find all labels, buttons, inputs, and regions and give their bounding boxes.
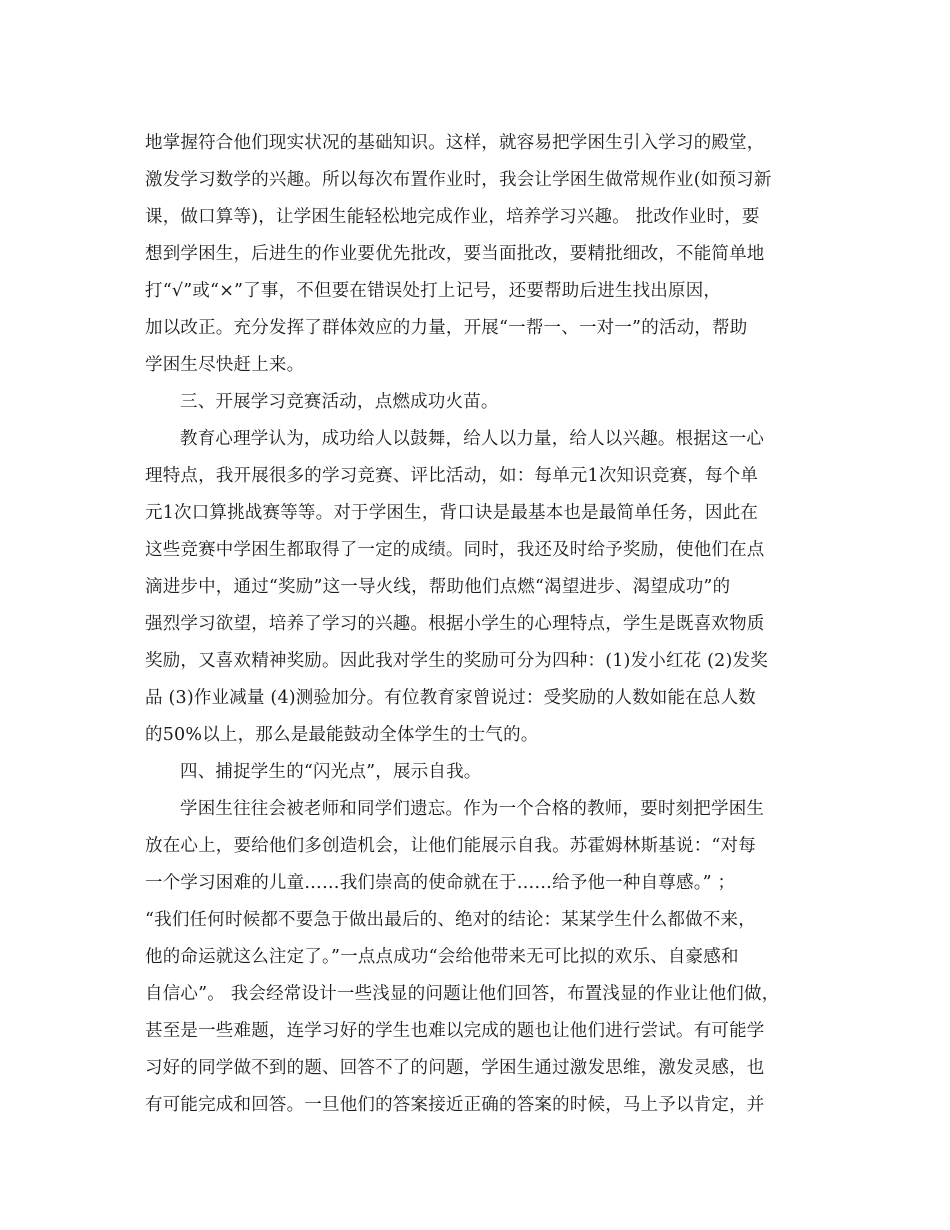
text-line: 的50%以上，那么是最能鼓动全体学生的士气的。 [145, 725, 539, 745]
text-line: 加以改正。充分发挥了群体效应的力量，开展“一帮一、一对一”的活动，帮助 [145, 318, 748, 338]
text-line: 有可能完成和回答。一旦他们的答案接近正确的答案的时候，马上予以肯定，并 [145, 1095, 765, 1115]
text-line: 教育心理学认为，成功给人以鼓舞，给人以力量，给人以兴趣。根据这一心 [180, 429, 765, 449]
text-line: 激发学习数学的兴趣。所以每次布置作业时，我会让学困生做常规作业(如预习新 [145, 170, 772, 190]
text-line: 一个学习困难的儿童……我们崇高的使命就在于……给予他一种自尊感。” ； [145, 873, 736, 893]
text-line: 学困生尽快赶上来。 [145, 355, 305, 375]
text-line: 地掌握符合他们现实状况的基础知识。这样，就容易把学困生引入学习的殿堂， [145, 133, 765, 153]
text-line: 甚至是一些难题，连学习好的学生也难以完成的题也让他们进行尝试。有可能学 [145, 1021, 765, 1041]
section-heading: 四、捕捉学生的“闪光点”，展示自我。 [180, 762, 482, 782]
text-line: 想到学困生，后进生的作业要优先批改，要当面批改，要精批细改，不能简单地 [145, 244, 765, 264]
text-line: 习好的同学做不到的题、回答不了的问题，学困生通过激发思维，激发灵感，也 [145, 1058, 765, 1078]
text-line: 他的命运就这么注定了。”一点点成功“会给他带来无可比拟的欢乐、自豪感和 [145, 947, 739, 967]
text-line: 滴进步中，通过“奖励”这一导火线，帮助他们点燃“渴望进步、渴望成功”的 [145, 577, 731, 597]
text-line: 自信心”。 我会经常设计一些浅显的问题让他们回答，布置浅显的作业让他们做， [145, 984, 780, 1004]
section-heading: 三、开展学习竞赛活动，点燃成功火苗。 [180, 392, 499, 412]
text-line: “我们任何时候都不要急于做出最后的、绝对的结论：某某学生什么都做不来， [145, 910, 756, 930]
text-line: 打“√”或“×”了事，不但要在错误处打上记号，还要帮助后进生找出原因， [145, 281, 722, 301]
text-line: 这些竞赛中学困生都取得了一定的成绩。同时，我还及时给予奖励，使他们在点 [145, 540, 765, 560]
text-line: 品 (3)作业减量 (4)测验加分。有位教育家曾说过：受奖励的人数如能在总人数 [145, 688, 757, 708]
text-line: 奖励，又喜欢精神奖励。因此我对学生的奖励可分为四种：(1)发小红花 (2)发奖 [145, 651, 768, 671]
text-line: 强烈学习欲望，培养了学习的兴趣。根据小学生的心理特点，学生是既喜欢物质 [145, 614, 765, 634]
text-line: 课，做口算等)，让学困生能轻松地完成作业，培养学习兴趣。 批改作业时，要 [145, 207, 760, 227]
text-line: 放在心上，要给他们多创造机会，让他们能展示自我。苏霍姆林斯基说：“对每 [145, 836, 756, 856]
text-line: 理特点，我开展很多的学习竞赛、评比活动，如：每单元1次知识竞赛，每个单 [145, 466, 759, 486]
text-line: 元1次口算挑战赛等等。对于学困生，背口诀是最基本也是最简单任务，因此在 [145, 503, 759, 523]
text-line: 学困生往往会被老师和同学们遗忘。作为一个合格的教师，要时刻把学困生 [180, 799, 765, 819]
